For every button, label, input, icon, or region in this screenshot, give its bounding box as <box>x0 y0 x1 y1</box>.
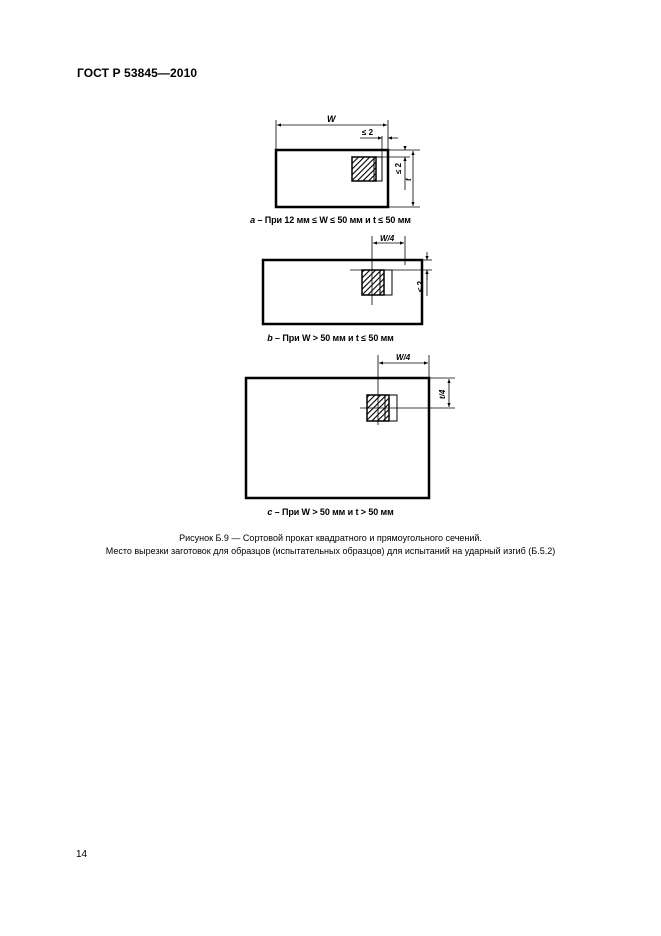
panel-b-caption <box>0 333 661 343</box>
panel-c-caption-text: – При W > 50 мм и t > 50 мм <box>272 507 394 517</box>
panel-a-caption-text: – При 12 мм ≤ W ≤ 50 мм и t ≤ 50 мм <box>255 215 411 225</box>
panel-b-label-quarter: W/4 <box>380 234 395 243</box>
panel-b-specimen <box>362 270 384 295</box>
figure-caption-line2: Место вырезки заготовок для образцов (испытательных образцов) для испытаний на ударный изгиб (Б.5.2) <box>105 546 556 556</box>
figure-caption-line1: Рисунок Б.9 — Сортовой прокат квадратного и прямоугольного сечений. <box>179 533 482 543</box>
panel-a-label-width: W <box>327 114 336 124</box>
panel-a-caption <box>0 215 661 225</box>
panel-a-label-side: ≤ 2 <box>394 162 403 174</box>
panel-c-caption-letter: c <box>267 507 273 517</box>
panel-c-section <box>246 378 429 498</box>
panel-a-label-thick: t <box>404 178 413 181</box>
figure-caption <box>0 532 661 558</box>
panel-c-caption <box>0 507 661 517</box>
panel-a-label-edge: ≤ 2 <box>362 128 374 137</box>
panel-a-specimen <box>352 157 376 181</box>
panel-c-drawing <box>246 353 455 498</box>
panel-b-drawing <box>263 234 432 324</box>
panel-c-label-thick-quarter: t/4 <box>438 389 447 399</box>
panel-a-drawing <box>276 114 420 207</box>
panel-c-label-quarter: W/4 <box>396 353 411 362</box>
panel-b-label-side: ≤ 2 <box>416 280 425 292</box>
standard-header: ГОСТ Р 53845—2010 <box>77 66 198 80</box>
panel-b-caption-letter: b <box>267 333 273 343</box>
panel-a-caption-letter: a <box>250 215 256 225</box>
panel-b-caption-text: – При W > 50 мм и t ≤ 50 мм <box>272 333 394 343</box>
page-number: 14 <box>76 849 88 860</box>
